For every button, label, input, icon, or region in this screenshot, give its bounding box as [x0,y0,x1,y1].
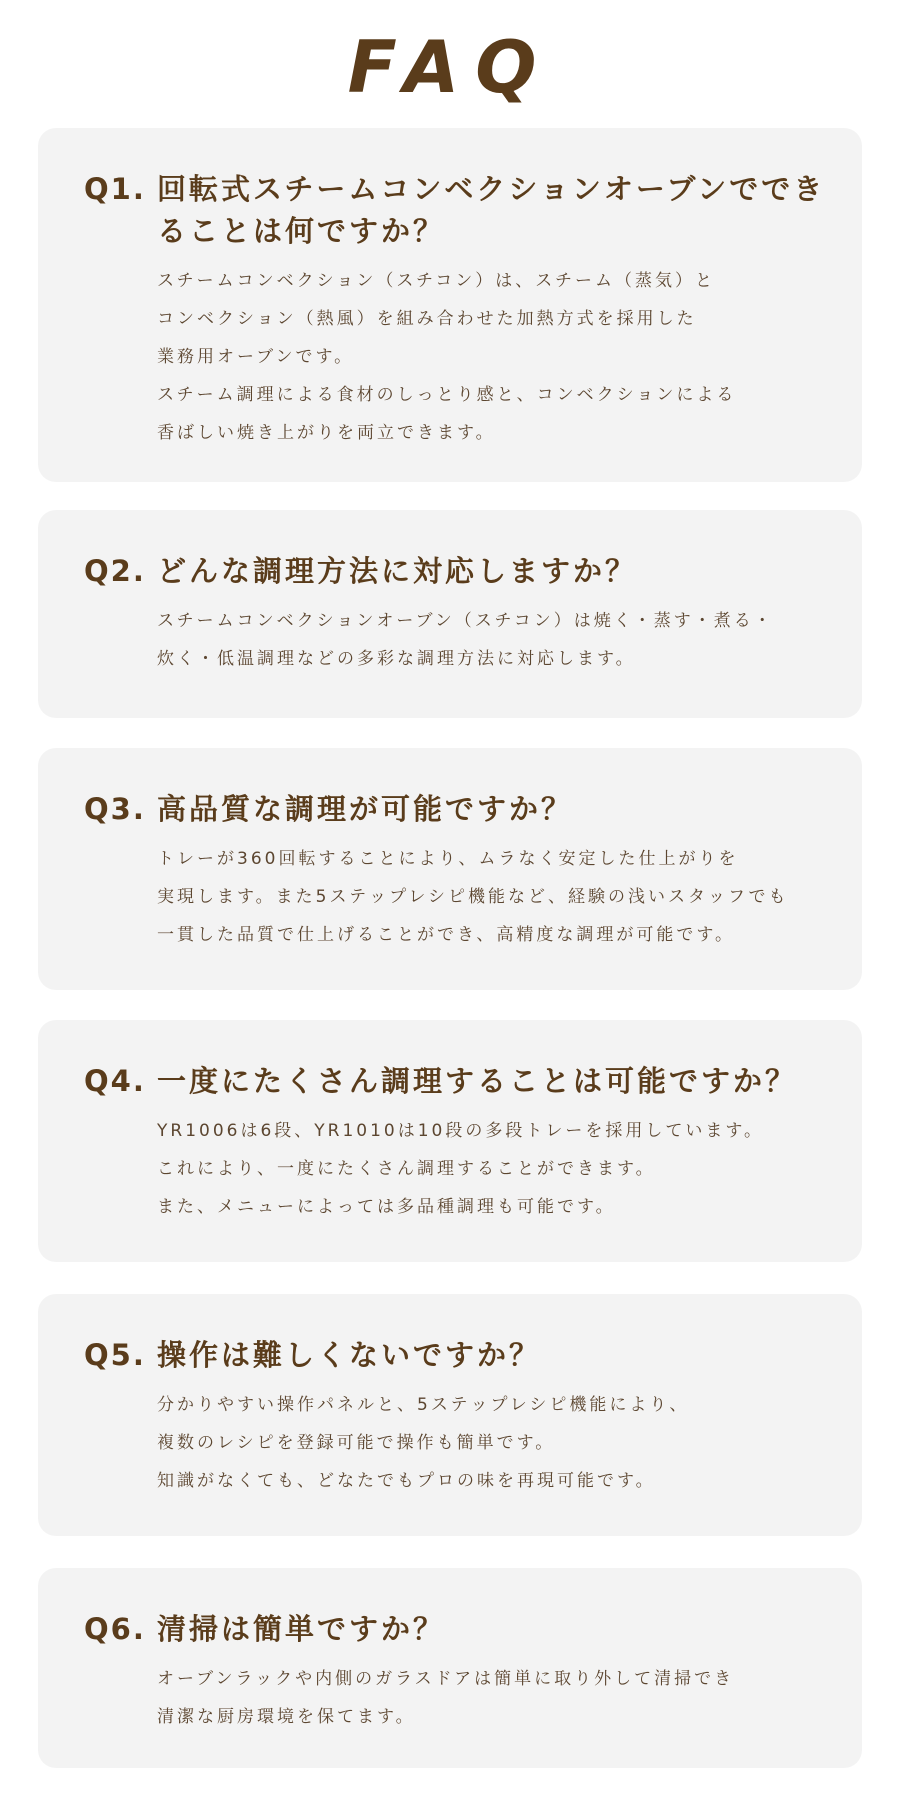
question-number: Q2. [84,554,146,588]
faq-item-2 [38,510,862,718]
question-text: 高品質な調理が可能ですか？ [157,792,574,826]
faq-item-3 [38,748,862,990]
faq-answer: YR1006は6段、YR1010は10段の多段トレーを採用しています。 これにより、一度にたくさん調理することができます。 また、メニューによっては多品種調理も可能です。 [157,1121,765,1217]
question-number: Q5. [84,1338,146,1372]
faq-question [84,1334,837,1376]
question-text: 操作は難しくないですか？ [157,1338,542,1372]
faq-item-4 [38,1020,862,1262]
question-text: どんな調理方法に対応しますか？ [157,554,638,588]
faq-answer: スチームコンベクションオーブン（スチコン）は焼く・蒸す・煮る・ 炊く・低温調理などの多彩な調理方法に対応します。 [157,611,774,669]
faq-answer: トレーが360回転することにより、ムラなく安定した仕上がりを 実現します。また5ステップレシピ機能など、経験の浅いスタッフでも 一貫した品質で仕上げることができ、高精度な調理が可能です。 [157,849,789,945]
question-text: 回転式スチームコンベクションオーブンでできることは何ですか？ [157,172,826,248]
question-number: Q3. [84,792,146,826]
page-title: FAQ [347,25,553,109]
faq-item-6 [38,1568,862,1768]
question-number: Q1. [84,172,146,206]
faq-question [84,788,837,830]
faq-question [84,168,837,252]
question-text: 清掃は簡単ですか？ [157,1612,446,1646]
faq-answer: オーブンラックや内側のガラスドアは簡単に取り外して清掃でき 清潔な厨房環境を保てます。 [157,1669,735,1727]
faq-answer: スチームコンベクション（スチコン）は、スチーム（蒸気）と コンベクション（熱風）を組み合わせた加熱方式を採用した 業務用オーブンです。 スチーム調理による食材のしっとり感と、コンベクションによる 香ばしい焼き上がりを両立できます。 [157,271,737,443]
question-number: Q4. [84,1064,146,1098]
faq-question [84,1060,837,1102]
question-text: 一度にたくさん調理することは可能ですか？ [157,1064,798,1098]
faq-question [84,1608,837,1650]
faq-item-1 [38,128,862,482]
faq-question [84,550,837,592]
faq-item-5 [38,1294,862,1536]
faq-answer: 分かりやすい操作パネルと、5ステップレシピ機能により、 複数のレシピを登録可能で操作も簡単です。 知識がなくても、どなたでもプロの味を再現可能です。 [157,1395,690,1491]
question-number: Q6. [84,1612,146,1646]
